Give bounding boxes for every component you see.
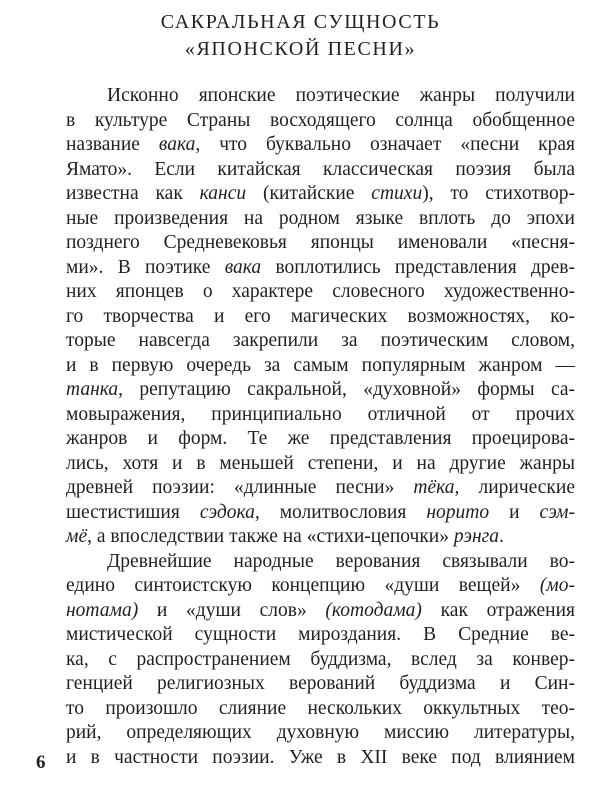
italic-term: (мо- bbox=[539, 575, 575, 596]
italic-term: тёка bbox=[413, 477, 455, 498]
chapter-title-line-2: «ЯПОНСКОЙ ПЕСНИ» bbox=[184, 38, 417, 60]
text-run: и в первую очередь за самым популярным жанром — bbox=[66, 354, 575, 376]
italic-term: вака bbox=[224, 256, 262, 278]
text-run: и «души слов» bbox=[138, 599, 326, 621]
italic-term: норито bbox=[426, 501, 490, 523]
italic-term: нотама) bbox=[66, 599, 139, 621]
italic-term: канси bbox=[199, 183, 247, 204]
text-run: то произошло слияние нескольких оккультных тео- bbox=[66, 697, 575, 719]
text-run: Исконно японские поэтические жанры получили bbox=[107, 85, 575, 106]
text-run: жанров и форм. Те же представления проецирова- bbox=[66, 428, 575, 449]
italic-term: (котодама) bbox=[325, 599, 422, 621]
text-run: ми». В поэтике bbox=[66, 256, 225, 278]
text-run: и bbox=[489, 501, 540, 523]
text-run: , репутацию сакральной, «духовной» формы са- bbox=[118, 379, 575, 400]
text-run: генцией религиозных верований буддизма и Син- bbox=[66, 673, 575, 694]
text-run: название bbox=[66, 134, 159, 155]
text-run: Ямато». Если китайская классическая поэзия была bbox=[66, 158, 575, 180]
text-run: , лирические bbox=[454, 477, 575, 498]
page-number: 6 bbox=[36, 752, 46, 773]
text-run: и в частности поэзии. Уже в XII веке под влиянием bbox=[66, 746, 575, 768]
text-run: торые навсегда закрепили за поэтическим словом, bbox=[66, 330, 575, 351]
text-run: , а впоследствии также на «стихи-цепочки» bbox=[87, 526, 454, 547]
text-run: как отражения bbox=[421, 599, 575, 621]
text-run: шестистишия bbox=[66, 501, 200, 523]
chapter-title-line-1: САКРАЛЬНАЯ СУЩНОСТЬ bbox=[160, 11, 441, 33]
text-run: ные произведения на родном языке вплоть до эпохи bbox=[66, 207, 575, 229]
italic-term: мё bbox=[66, 526, 88, 547]
text-line bbox=[66, 744, 575, 772]
italic-term: танка bbox=[66, 379, 119, 400]
text-run: древней поэзии: «длинные песни» bbox=[66, 477, 414, 498]
text-run: них японцев о характере словесного художественно- bbox=[66, 281, 575, 302]
text-run: мистической сущности мироздания. В Средние ве- bbox=[66, 624, 575, 645]
text-run: Древнейшие народные верования связывали во- bbox=[107, 550, 575, 572]
text-run: лись, хотя и в меньшей степени, и на другие жанры bbox=[66, 452, 575, 474]
text-run: го творчества и его магических возможностях, ко- bbox=[66, 305, 575, 327]
text-run: ), то стихотвор- bbox=[422, 183, 575, 204]
text-run: в культуре Страны восходящего солнца обобщенное bbox=[66, 109, 575, 131]
text-run: мовыражения, принципиально отличной от прочих bbox=[66, 403, 575, 425]
text-run: . bbox=[498, 526, 504, 547]
italic-term: сэдока bbox=[199, 501, 255, 523]
text-run: ка, с распространением буддизма, вслед за конвер- bbox=[66, 648, 575, 670]
text-run: рий, определяющих духовную миссию литературы, bbox=[66, 722, 575, 743]
text-run: (китайские bbox=[246, 183, 372, 204]
text-run: позднего Средневековья японцы именовали «песня- bbox=[66, 232, 575, 253]
text-run: , молитвословия bbox=[254, 501, 427, 523]
italic-term: сэм- bbox=[539, 501, 575, 523]
italic-term: вака bbox=[158, 134, 196, 155]
text-run: едино синтоистскую концепцию «души вещей» bbox=[66, 575, 540, 596]
text-run: , что буквально означает «песни края bbox=[195, 134, 575, 155]
italic-term: стихи bbox=[371, 183, 423, 204]
text-run: воплотились представления древ- bbox=[261, 256, 575, 278]
italic-term: рэнга bbox=[453, 526, 499, 547]
text-run: известна как bbox=[66, 183, 200, 204]
